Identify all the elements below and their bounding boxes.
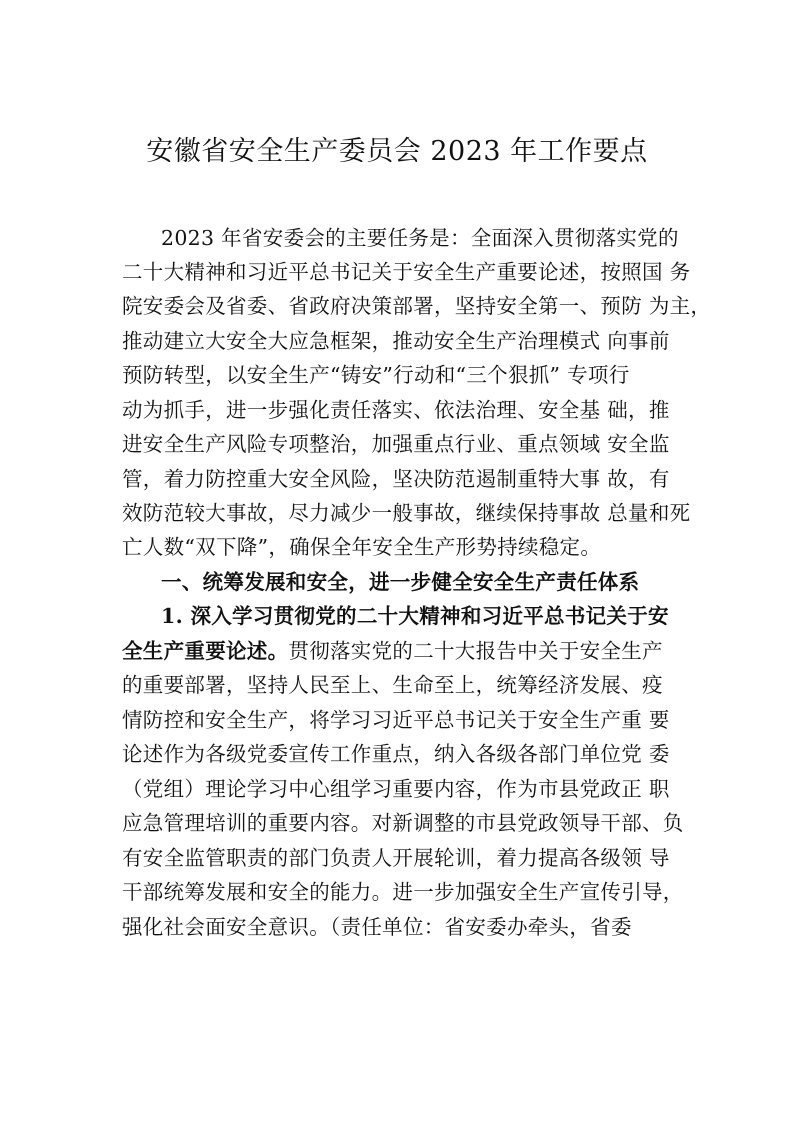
document-title: 安徽省安全生产委员会 2023 年工作要点 xyxy=(146,136,648,167)
paragraph-line: 推动建立大安全大应急框架，推动安全生产治理模式 向事前 xyxy=(122,329,670,353)
paragraph-line: 情防控和安全生产，将学习习近平总书记关于安全生产重 要 xyxy=(122,708,670,732)
paragraph-line: 干部统筹发展和安全的能力。进一步加强安全生产宣传引导， xyxy=(122,880,684,904)
item-heading-lead: 全生产重要论述。 xyxy=(122,639,289,663)
paragraph-line: 论述作为各级党委宣传工作重点，纳入各级各部门单位党 委 xyxy=(122,742,670,766)
item-heading-continuation xyxy=(122,635,702,667)
paragraph-line: 动为抓手，进一步强化责任落实、依法治理、安全基 础，推 xyxy=(122,398,670,422)
section-heading: 一、统筹发展和安全，进一步健全安全生产责任体系 xyxy=(161,570,640,594)
paragraph-line: 院安委会及省委、省政府决策部署，坚持安全第一、预防 为主， xyxy=(122,294,712,318)
paragraph-line: 亡人数“双下降”，确保全年安全生产形势持续稳定。 xyxy=(122,535,602,559)
paragraph-line: 强化社会面安全意识。（责任单位：省安委办牵头，省委 xyxy=(122,915,632,939)
item-body-text: 贯彻落实党的二十大报告中关于安全生产 xyxy=(288,639,663,663)
paragraph-line: 进安全生产风险专项整治，加强重点行业、重点领域 安全监 xyxy=(122,432,670,456)
paragraph-line: 二十大精神和习近平总书记关于安全生产重要论述，按照国 务 xyxy=(122,260,691,284)
paragraph-line: 应急管理培训的重要内容。对新调整的市县党政领导干部、负 xyxy=(122,811,684,835)
paragraph-line: （党组）理论学习中心组学习重要内容，作为市县党政正 职 xyxy=(122,777,670,801)
item-heading: 1. 深入学习贯彻党的二十大精神和习近平总书记关于安 xyxy=(161,604,669,628)
paragraph-line: 的重要部署，坚持人民至上、生命至上，统筹经济发展、疫 xyxy=(122,673,663,697)
paragraph-line: 预防转型，以安全生产“铸安”行动和“三个狠抓” 专项行 xyxy=(122,363,630,387)
paragraph-line: 有安全监管职责的部门负责人开展轮训，着力提高各级领 导 xyxy=(122,846,670,870)
paragraph-line: 效防范较大事故，尽力减少一般事故，继续保持事故 总量和死 xyxy=(122,501,691,525)
paragraph-line: 管，着力防控重大安全风险，坚决防范遏制重特大事 故，有 xyxy=(122,467,670,491)
paragraph-line: 2023 年省安委会的主要任务是：全面深入贯彻落实党的 xyxy=(161,226,679,250)
